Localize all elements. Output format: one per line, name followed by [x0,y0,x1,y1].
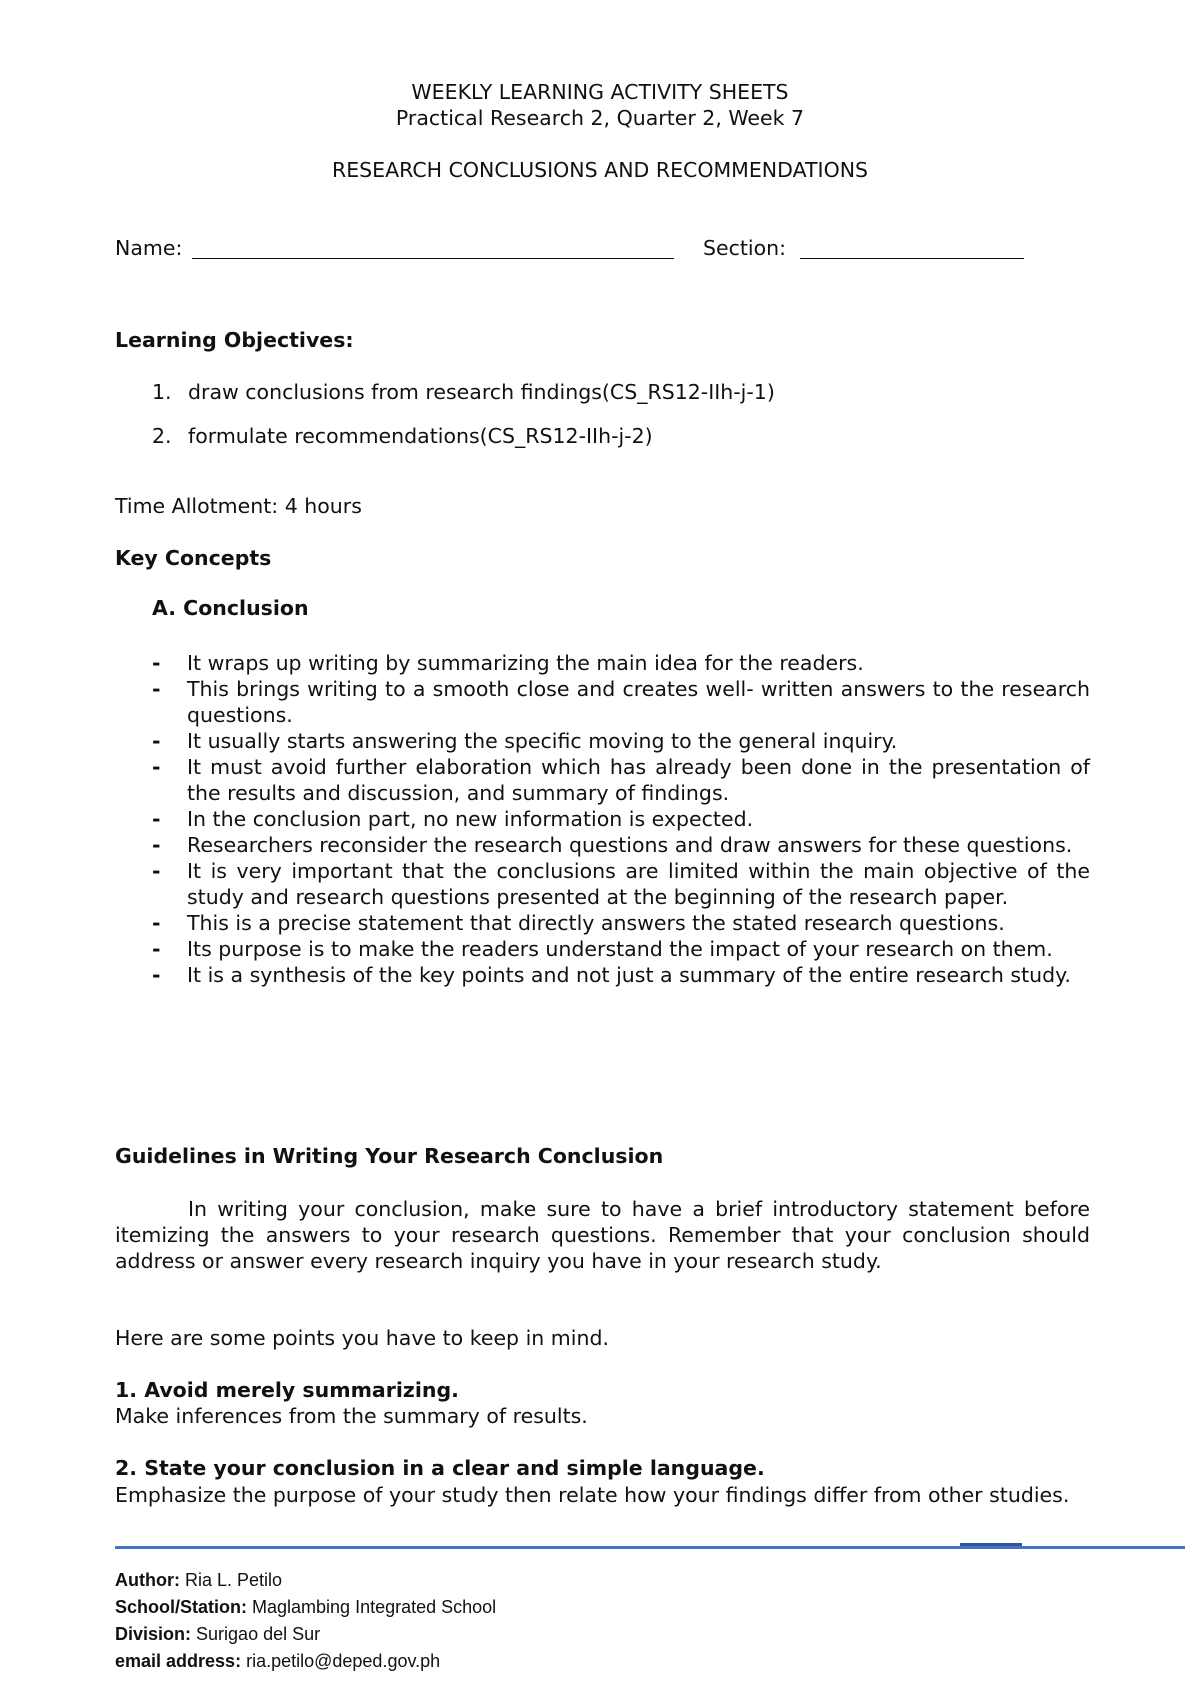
bullet-dash: - [152,677,161,701]
list-item [152,650,1090,676]
point-2-text: Emphasize the purpose of your study then relate how your findings differ from other studies. [115,1483,1070,1507]
conclusion-subheading: A. Conclusion [152,596,309,620]
bullet-dash: - [152,729,161,753]
section-label: Section: [703,236,787,260]
bullet-text: It wraps up writing by summarizing the main idea for the readers. [187,651,864,675]
list-item [152,676,1090,728]
division-line [115,1624,320,1645]
bullet-text: It usually starts answering the specific moving to the general inquiry. [187,729,898,753]
bullet-dash: - [152,963,161,987]
author-name: Ria L. Petilo [185,1570,283,1590]
bullet-text: It is very important that the conclusions are limited within the main objective of the study and research questions presented at the beginning of the research paper. [187,859,1090,909]
list-item [152,754,1090,806]
bullet-text: Researchers reconsider the research questions and draw answers for these questions. [187,833,1073,857]
time-allotment: Time Allotment: 4 hours [115,494,362,518]
bullet-dash: - [152,755,161,779]
guidelines-intro: In writing your conclusion, make sure to have a brief introductory statement before itemizing the answers to your research questions. Remember that your conclusion should address or answer every research inquiry you have in your research study. [115,1197,1090,1273]
division-label: Division: [115,1624,192,1644]
bullet-dash: - [152,911,161,935]
bullet-text: This is a precise statement that directly answers the stated research questions. [187,911,1005,935]
school-label: School/Station: [115,1597,247,1617]
bullet-text: It must avoid further elaboration which has already been done in the presentation of the results and discussion, and summary of findings. [187,755,1090,805]
bullet-text: It is a synthesis of the key points and not just a summary of the entire research study. [187,963,1071,987]
division-name: Surigao del Sur [196,1624,321,1644]
point-1-title: 1. Avoid merely summarizing. [115,1378,459,1402]
bullet-dash: - [152,651,161,675]
email-line [115,1651,440,1672]
list-item [152,832,1090,858]
guidelines-heading: Guidelines in Writing Your Research Conclusion [115,1144,664,1168]
bullet-text: In the conclusion part, no new information is expected. [187,807,754,831]
footer-divider [115,1546,1185,1549]
school-line [115,1597,496,1618]
point-2-title: 2. State your conclusion in a clear and simple language. [115,1456,765,1480]
list-item [152,858,1090,910]
name-field[interactable] [192,258,674,259]
objective-item: formulate recommendations(CS_RS12-IIh-j-2) [188,424,653,448]
bullet-text: This brings writing to a smooth close and creates well- written answers to the research questions. [187,677,1090,727]
points-intro: Here are some points you have to keep in mind. [115,1326,609,1350]
author-line [115,1570,282,1591]
list-item [152,910,1090,936]
list-item [152,936,1090,962]
section-field[interactable] [800,258,1024,259]
footer-divider-accent [960,1543,1022,1546]
objective-number: 2. [152,424,172,448]
conclusion-bullet-list [152,650,1090,988]
name-label: Name: [115,236,183,260]
school-name: Maglambing Integrated School [252,1597,497,1617]
author-label: Author: [115,1570,180,1590]
objective-number: 1. [152,380,172,404]
sheet-title: WEEKLY LEARNING ACTIVITY SHEETS [411,80,789,104]
email-address: ria.petilo@deped.gov.ph [246,1651,441,1671]
bullet-dash: - [152,859,161,883]
point-1-text: Make inferences from the summary of results. [115,1404,588,1428]
subject-line: Practical Research 2, Quarter 2, Week 7 [395,106,805,130]
bullet-dash: - [152,833,161,857]
list-item [152,962,1090,988]
email-label: email address: [115,1651,242,1671]
bullet-text: Its purpose is to make the readers understand the impact of your research on them. [187,937,1053,961]
objective-item: draw conclusions from research findings(CS_RS12-IIh-j-1) [188,380,775,404]
topic-title: RESEARCH CONCLUSIONS AND RECOMMENDATIONS [331,158,869,182]
key-concepts-heading: Key Concepts [115,546,272,570]
list-item [152,806,1090,832]
objectives-heading: Learning Objectives: [115,328,354,352]
bullet-dash: - [152,807,161,831]
list-item [152,728,1090,754]
bullet-dash: - [152,937,161,961]
